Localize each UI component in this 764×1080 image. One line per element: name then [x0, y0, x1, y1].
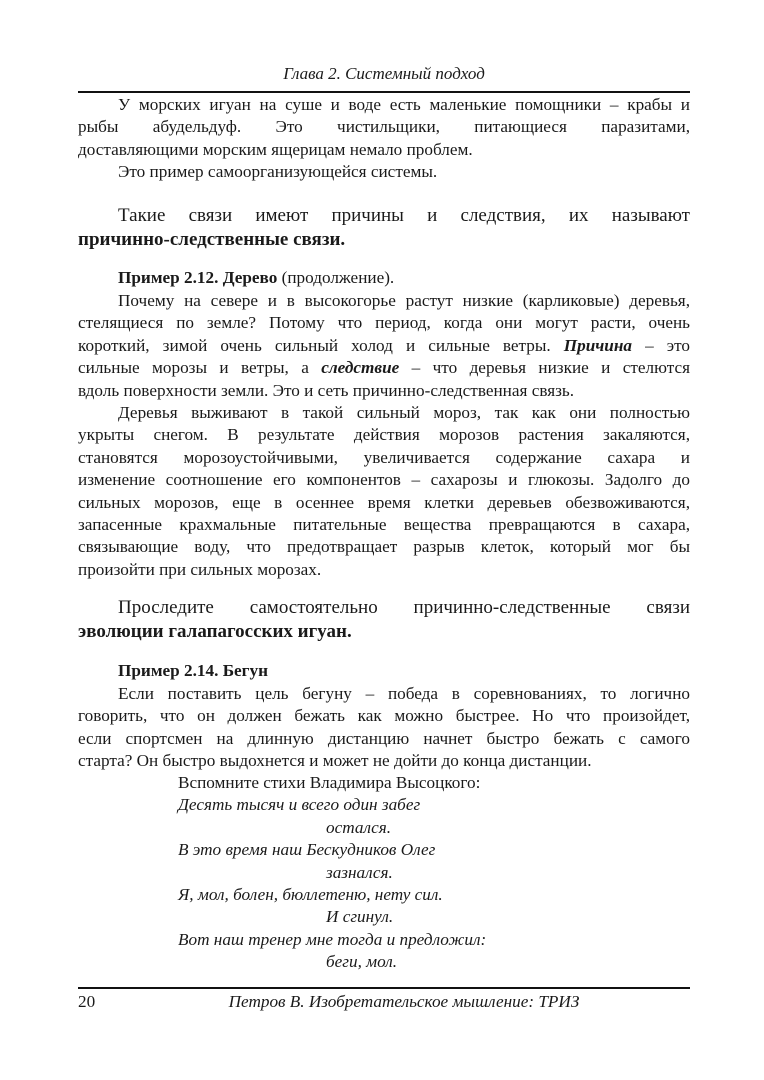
text-line: [78, 817, 690, 839]
text-line: [78, 357, 690, 379]
text-run: Я, мол, болен, бюллетеню, нету сил.: [178, 884, 443, 904]
text-run: зазнался.: [326, 862, 393, 882]
text-run: сильных морозов, еще в осеннее время клетки деревьев обезвоживаются,: [78, 492, 690, 512]
text-line: [78, 536, 690, 558]
text-run: Проследите самостоятельно причинно-следственные связи: [118, 597, 690, 618]
emphasis-text: следствие: [321, 358, 400, 378]
text-run: короткий, зимой очень сильный холод и сильные ветры.: [78, 335, 564, 355]
text-line: [78, 620, 690, 644]
text-run: укрыты снегом. В результате действия морозов растения закаляются,: [78, 425, 690, 445]
paragraph-self-organizing: [78, 161, 690, 183]
emphasis-text: Пример 2.12. Дерево: [118, 268, 278, 287]
text-run: – это: [632, 335, 690, 355]
text-run: И сгинул.: [326, 907, 394, 927]
text-line: [78, 660, 690, 682]
text-run: стелящиеся по земле? Потому что период, когда они могут расти, очень: [78, 313, 690, 333]
emphasis-text: эволюции галапагосских игуан.: [78, 621, 352, 642]
header-rule: [78, 91, 690, 93]
text-run: изменение соотношение его компонентов – сахарозы и глюкозы. Задолго до: [78, 470, 690, 490]
example-heading-2-12: [78, 267, 690, 289]
example-heading-2-14: [78, 660, 690, 682]
emphasis-text: причинно-следственные связи.: [78, 229, 346, 250]
text-line: [78, 559, 690, 581]
text-line: [78, 267, 690, 289]
text-run: запасенные крахмальные питательные вещества превращаются в сахара,: [78, 514, 690, 534]
text-run: если спортсмен на длинную дистанцию начнет быстро бежать с самого: [78, 728, 690, 748]
text-run: Вспомните стихи Владимира Высоцкого:: [178, 773, 481, 792]
text-line: [78, 290, 690, 312]
text-line: [78, 492, 690, 514]
text-line: [78, 794, 690, 816]
text-line: [78, 906, 690, 928]
text-run: доставляющими морским ящерицам немало проблем.: [78, 139, 473, 159]
text-run: У морских игуан на суше и воде есть маленькие помощники – крабы и: [118, 95, 690, 114]
text-line: [78, 161, 690, 183]
text-line: [78, 772, 690, 794]
text-run: беги, мол.: [326, 952, 398, 972]
text-line: [78, 228, 690, 252]
callout-task: [78, 596, 690, 644]
callout-cause-effect: [78, 204, 690, 252]
running-header: Глава 2. Системный подход: [283, 64, 485, 83]
text-line: [78, 312, 690, 334]
text-line: [78, 204, 690, 228]
text-run: В это время наш Бескудников Олег: [178, 840, 436, 860]
paragraph-dwarf-trees: [78, 290, 690, 402]
emphasis-text: Пример 2.14. Бегун: [118, 661, 268, 680]
text-run: старта? Он быстро выдохнется и может не дойти до конца дистанции.: [78, 751, 592, 771]
text-run: становятся морозоустойчивыми, увеличивается содержание сахара и: [78, 447, 690, 467]
footer-rule: [78, 987, 690, 989]
text-line: [78, 335, 690, 357]
text-line: [78, 839, 690, 861]
paragraph-runner: [78, 683, 690, 773]
text-line: [78, 402, 690, 424]
paragraph-frost-survival: [78, 402, 690, 581]
paragraph-cleaner-helpers: [78, 94, 690, 161]
text-run: рыбы абудельдуф. Это чистильщики, питающиеся паразитами,: [78, 117, 690, 137]
text-run: говорить, что он должен бежать как можно быстрее. Но что произойдет,: [78, 706, 690, 726]
text-run: Десять тысяч и всего один забег: [178, 795, 421, 815]
text-line: [78, 469, 690, 491]
text-run: вдоль поверхности земли. Это и сеть причинно-следственная связь.: [78, 380, 575, 400]
text-run: связывающие воду, что предотвращает разрыв клеток, который мог бы: [78, 537, 690, 557]
text-line: [78, 705, 690, 727]
text-line: [78, 951, 690, 973]
text-line: [78, 929, 690, 951]
emphasis-text: Причина: [563, 335, 633, 355]
text-line: [78, 447, 690, 469]
text-run: Такие связи имеют причины и следствия, их называют: [118, 205, 690, 226]
text-line: [78, 750, 690, 772]
text-line: [78, 380, 690, 402]
text-run: (продолжение).: [277, 268, 395, 287]
text-run: Если поставить цель бегуну – победа в соревнованиях, то логично: [118, 684, 690, 703]
text-line: [78, 596, 690, 620]
text-line: [78, 424, 690, 446]
text-run: Вот наш тренер мне тогда и предложил:: [178, 929, 487, 949]
text-line: [78, 862, 690, 884]
verse-vysotsky: [78, 772, 690, 974]
text-line: [78, 139, 690, 161]
text-line: [78, 116, 690, 138]
text-line: [78, 514, 690, 536]
text-run: Почему на севере и в высокогорье растут низкие (карликовые) деревья,: [118, 291, 690, 310]
page-number: 20: [78, 992, 96, 1011]
text-line: [78, 728, 690, 750]
text-run: Это пример самоорганизующейся системы.: [118, 162, 438, 181]
text-run: – что деревья низкие и стелются: [399, 358, 690, 378]
text-line: [78, 884, 690, 906]
text-run: Деревья выживают в такой сильный мороз, так как они полностью: [118, 403, 690, 422]
book-title: Петров В. Изобретательское мышление: ТРИЗ: [228, 992, 580, 1011]
text-line: [78, 683, 690, 705]
text-run: остался.: [326, 817, 392, 837]
text-line: [78, 94, 690, 116]
text-run: произойти при сильных морозах.: [78, 559, 322, 579]
text-run: сильные морозы и ветры, а: [78, 358, 322, 378]
